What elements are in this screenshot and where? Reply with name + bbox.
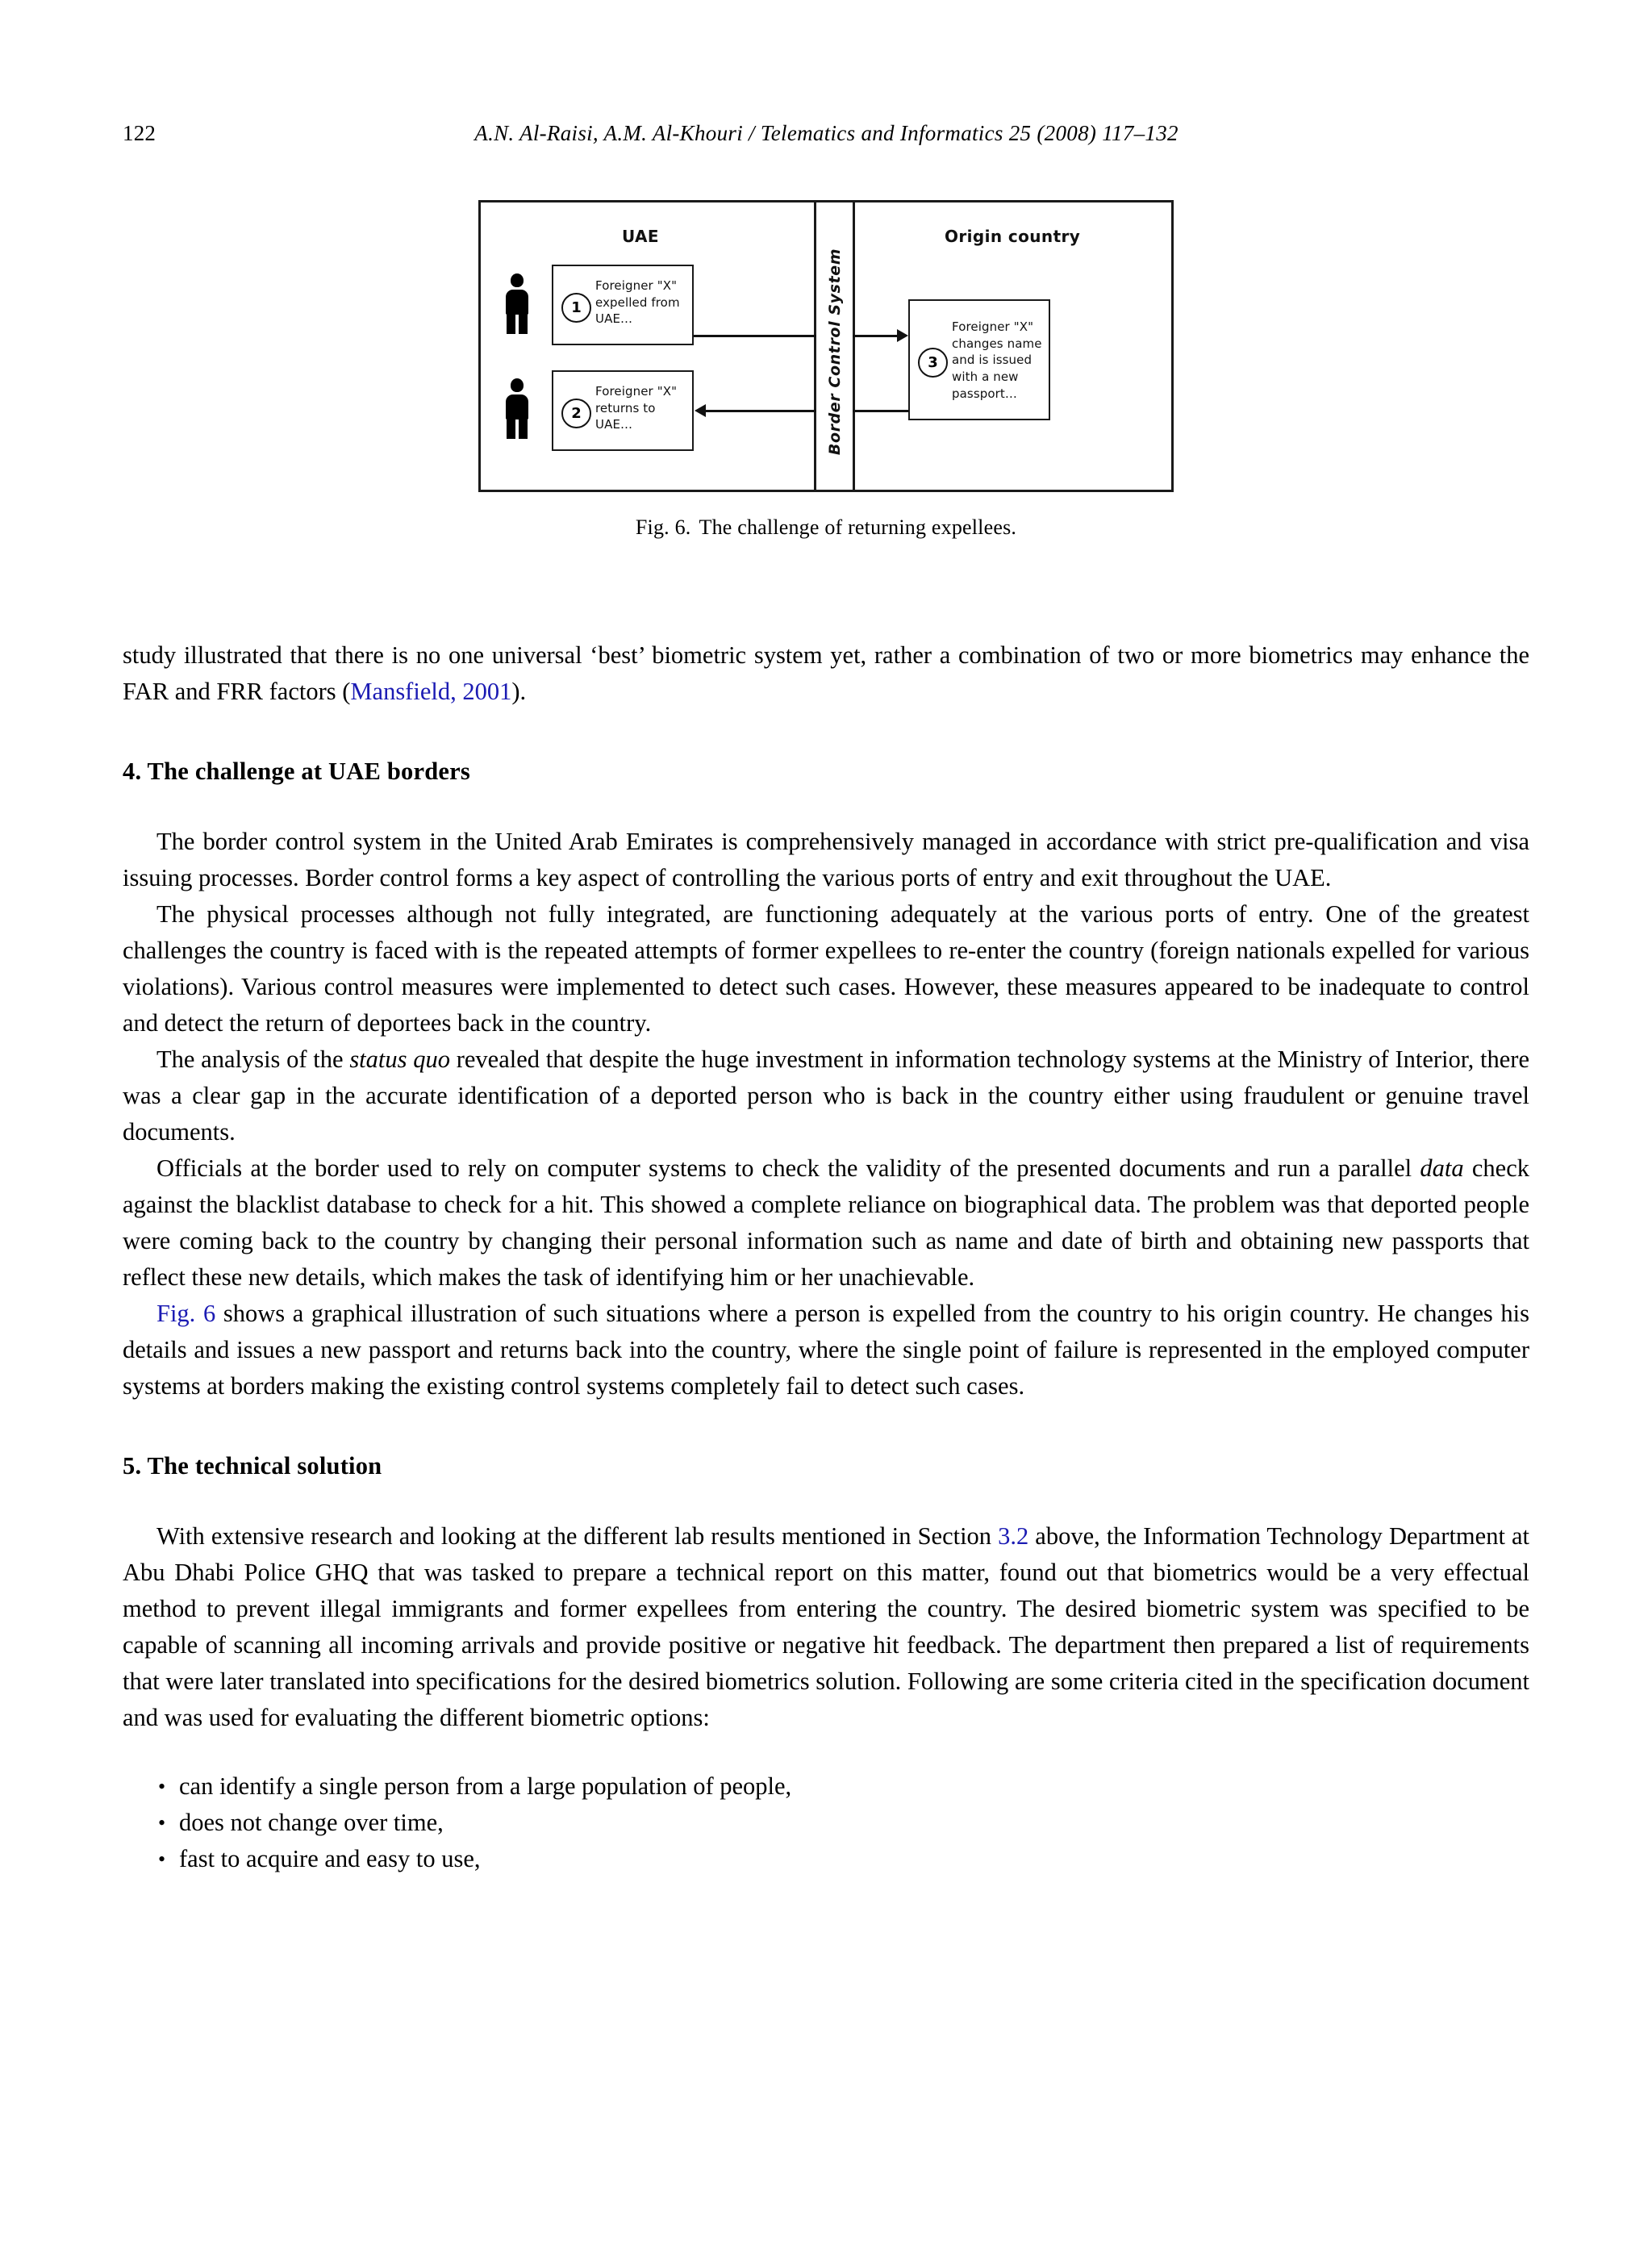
paragraph-4-1: The border control system in the United Arab Emirates is comprehensively managed in accordance with strict pre-qualification and visa issuing processes. Border control forms a key aspect of controlling the various ports of entry and exit throughout the UAE.	[123, 828, 1529, 891]
paragraph-4-2: The physical processes although not fully integrated, are functioning adequately at the various ports of entry. One of the greatest challenges the country is faced with is the repeated attempts of former expellees to re-enter the country (foreign nationals expelled for various violations). Various control measures were implemented to detect such cases. However, these measures appeared to be inadequate to control and detect the return of deportees back in the country.	[123, 900, 1529, 1037]
lane-label-border-control-system	[816, 248, 853, 456]
step-box-2	[552, 370, 694, 451]
paragraph-text: above, the Information Technology Department at Abu Dhabi Police GHQ that was tasked to prepare a technical report on this matter, found out that biometrics would be a very effectual method to prevent illegal immigrants and former expellees from entering the country. The desired biometric system was specified to be capable of scanning all incoming arrivals and provide positive or negative hit feedback. The department then prepared a list of requirements that were later translated into specifications for the desired biometrics solution. Following are some criteria cited in the specification document and was used for evaluating the different biometric options:	[123, 1522, 1529, 1731]
person-icon	[503, 273, 531, 333]
spacer	[123, 710, 1529, 753]
spacer	[123, 1405, 1529, 1448]
figure-caption	[0, 515, 1652, 540]
step-box-1	[552, 265, 694, 345]
figure-caption-text: The challenge of returning expellees.	[699, 515, 1017, 539]
list-item: • can identify a single person from a large population of people,	[179, 1768, 1529, 1805]
emphasis-data: data	[1420, 1154, 1464, 1182]
spacer	[123, 790, 1529, 824]
emphasis-status-quo: status quo	[349, 1046, 450, 1073]
paragraph-text: check against the blacklist database to check for a hit. This showed a complete reliance on biographical data. The problem was that deported people were coming back to the country by changing their personal information such as name and date of birth and obtaining new passports that reflect these new details, which makes the task of identifying him or her unachievable.	[123, 1154, 1529, 1291]
panel-title-origin-country: Origin country	[945, 227, 1081, 246]
paragraph-5-1	[123, 1518, 1529, 1736]
lane-label-text: Border Control System	[826, 248, 844, 456]
figure-6	[0, 200, 1652, 540]
list-item: • fast to acquire and easy to use,	[179, 1841, 1529, 1877]
arrow-head-left-icon	[695, 404, 706, 417]
step-text: Foreigner "X" changes name and is issued with a new passport…	[952, 319, 1042, 401]
person-icon	[503, 378, 531, 438]
figure-reference-link-fig-6[interactable]: Fig. 6	[156, 1300, 216, 1327]
spacer	[123, 1736, 1529, 1768]
citation-link-mansfield-2001[interactable]: Mansfield, 2001	[350, 678, 512, 705]
arrow-outbound-segment	[694, 335, 816, 337]
spacer	[123, 1484, 1529, 1518]
running-head	[123, 121, 1529, 153]
step-number-badge: 1	[561, 293, 591, 323]
paragraph-text: With extensive research and looking at the different lab results mentioned in Section	[156, 1522, 999, 1550]
step-text: Foreigner "X" expelled from UAE…	[595, 278, 680, 327]
paragraph-text: shows a graphical illustration of such situations where a person is expelled from the country to his origin country. He changes his details and issues a new passport and returns back into the country, where the single point of failure is represented in the employed computer systems at borders making the existing control systems completely fail to detect such cases.	[123, 1300, 1529, 1400]
list-item: • does not change over time,	[179, 1805, 1529, 1841]
figure-caption-number: Fig. 6.	[635, 515, 691, 539]
body-column	[123, 637, 1529, 1877]
paragraph-4-4	[123, 1150, 1529, 1296]
arrow-return-segment	[853, 410, 909, 412]
step-number-badge: 2	[561, 399, 591, 428]
arrow-head-right-icon	[897, 329, 908, 342]
paragraph-text: study illustrated that there is no one universal ‘best’ biometric system yet, rather a combination of two or more biometrics may enhance the FAR and FRR factors (	[123, 641, 1529, 705]
section-heading-5: 5. The technical solution	[123, 1452, 382, 1480]
step-number-badge: 3	[918, 348, 948, 378]
figure-diagram	[478, 200, 1174, 492]
paragraph-text: Officials at the border used to rely on computer systems to check the validity of the presented documents and run a parallel	[156, 1154, 1420, 1182]
paragraph-continued	[123, 637, 1529, 710]
panel-title-uae: UAE	[622, 227, 659, 246]
page-number: 122	[123, 121, 156, 145]
paragraph-text: revealed that despite the huge investment in information technology systems at the Ministry of Interior, there was a clear gap in the accurate identification of a deported person who is back in the country either using fraudulent or genuine travel documents.	[123, 1046, 1530, 1146]
section-heading-4: 4. The challenge at UAE borders	[123, 758, 470, 785]
running-title: A.N. Al-Raisi, A.M. Al-Khouri / Telematics and Informatics 25 (2008) 117–132	[474, 121, 1179, 145]
arrow-return-segment	[706, 410, 816, 412]
step-box-3	[908, 299, 1050, 420]
paragraph-text: The analysis of the	[156, 1046, 350, 1073]
paragraph-text: ).	[511, 678, 527, 705]
criteria-list	[123, 1768, 1529, 1877]
arrow-outbound-segment	[853, 335, 898, 337]
step-text: Foreigner "X" returns to UAE…	[595, 384, 678, 432]
paragraph-4-3	[123, 1041, 1529, 1150]
section-reference-link-3-2[interactable]: 3.2	[998, 1522, 1029, 1550]
paragraph-4-5	[123, 1296, 1529, 1405]
